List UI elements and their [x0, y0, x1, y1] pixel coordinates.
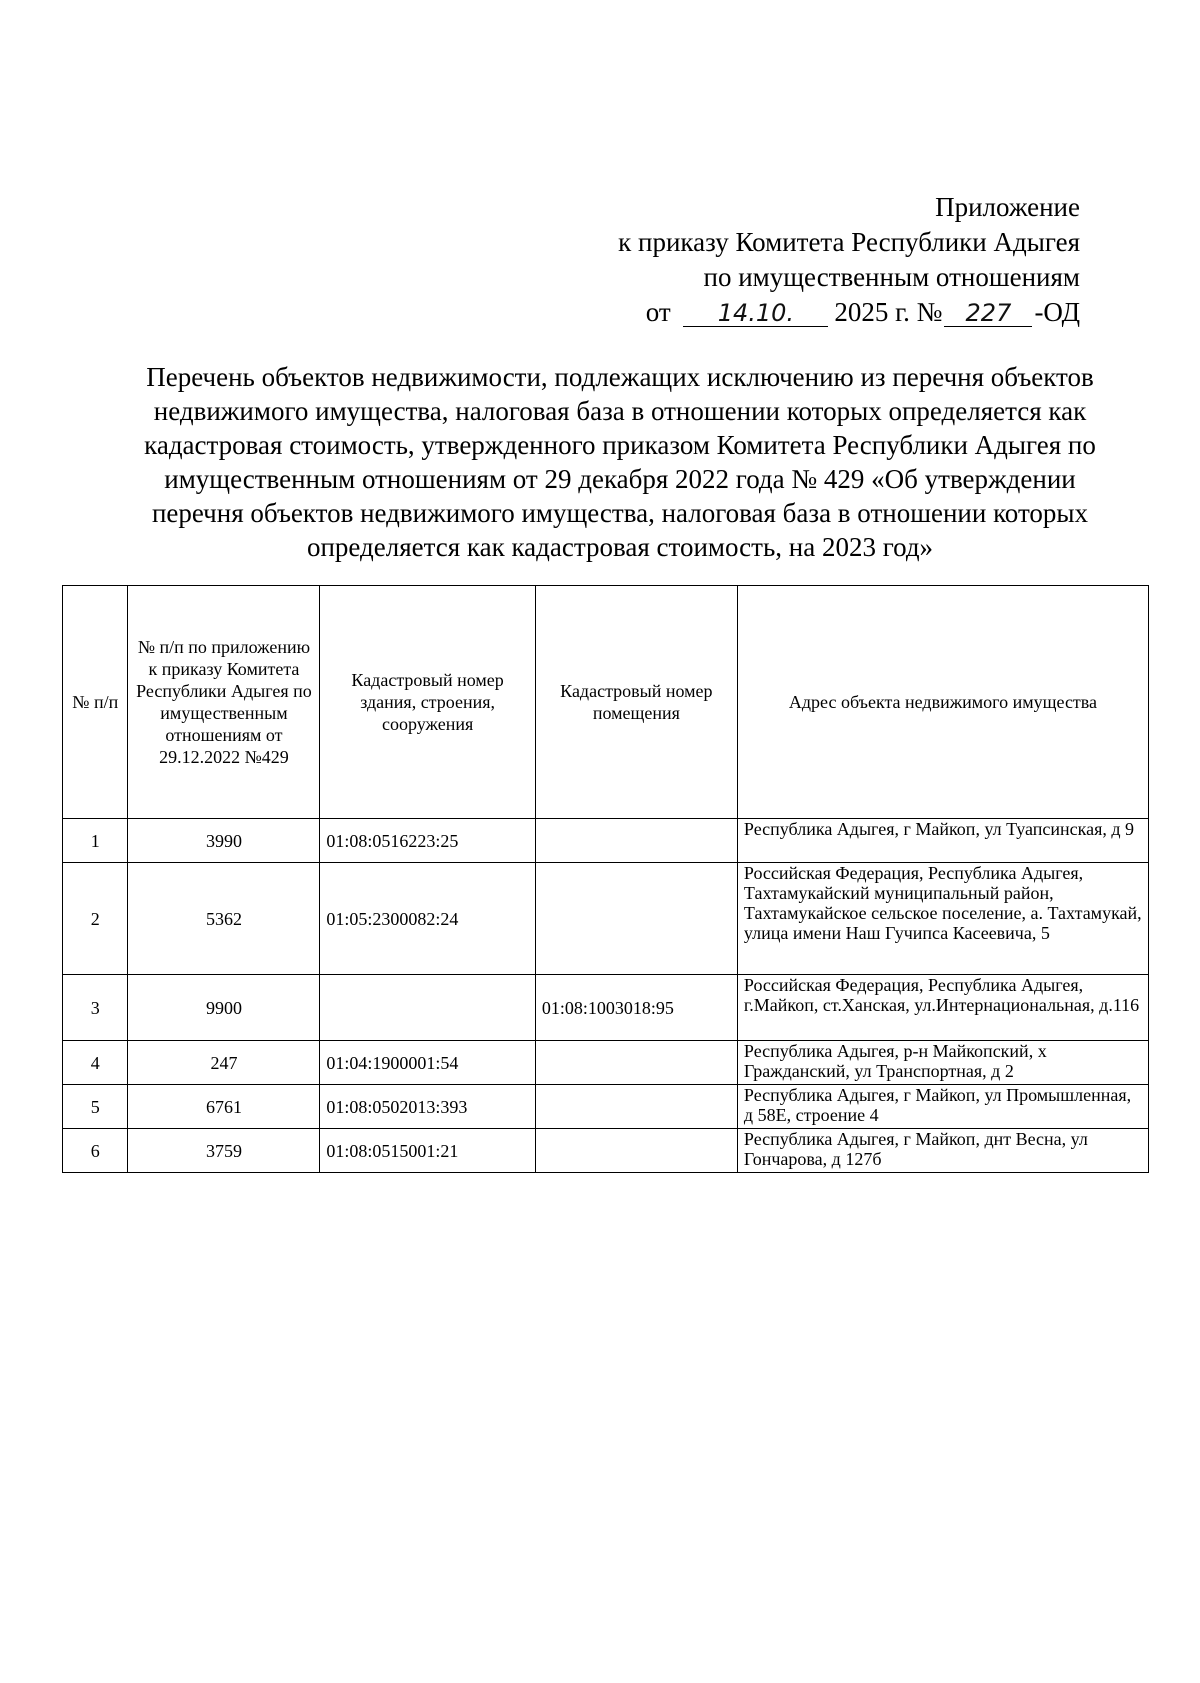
handwritten-date: 14.10. — [683, 300, 828, 327]
cell-building-cadastral: 01:08:0515001:21 — [320, 1129, 535, 1173]
order-reference: к приказу Комитета Республики Адыгея — [618, 227, 1080, 257]
table-row — [63, 1041, 1149, 1085]
cell-appendix-num: 3990 — [128, 819, 320, 863]
cell-num: 3 — [63, 975, 128, 1041]
cell-num: 2 — [63, 863, 128, 975]
cell-room-cadastral — [535, 863, 737, 975]
cell-address: Республика Адыгея, г Майкоп, ул Туапсинская, д 9 — [737, 819, 1148, 863]
title-line-4: имущественным отношениям от 29 декабря 2022 года № 429 «Об утверждении — [164, 464, 1076, 494]
cell-building-cadastral: 01:04:1900001:54 — [320, 1041, 535, 1085]
handwritten-order-number: 227 — [944, 300, 1032, 327]
cell-appendix-num: 3759 — [128, 1129, 320, 1173]
property-table — [62, 585, 1149, 1173]
order-reference-continued: по имущественным отношениям — [703, 262, 1080, 292]
cell-appendix-num: 9900 — [128, 975, 320, 1041]
table-row — [63, 1085, 1149, 1129]
cell-address: Республика Адыгея, р-н Майкопский, х Гражданский, ул Транспортная, д 2 — [737, 1041, 1148, 1085]
cell-num: 5 — [63, 1085, 128, 1129]
cell-room-cadastral: 01:08:1003018:95 — [535, 975, 737, 1041]
header-address: Адрес объекта недвижимого имущества — [737, 586, 1148, 819]
cell-num: 1 — [63, 819, 128, 863]
cell-room-cadastral — [535, 819, 737, 863]
cell-appendix-num: 5362 — [128, 863, 320, 975]
title-line-3: кадастровая стоимость, утвержденного приказом Комитета Республики Адыгея по — [144, 430, 1096, 460]
table-row — [63, 863, 1149, 975]
table-header-row — [63, 586, 1149, 819]
date-prefix: от — [645, 297, 671, 327]
cell-address: Российская Федерация, Республика Адыгея, г.Майкоп, ст.Ханская, ул.Интернациональная, д.116 — [737, 975, 1148, 1041]
appendix-header — [618, 190, 1080, 330]
cell-address: Республика Адыгея, г Майкоп, днт Весна, ул Гончарова, д 127б — [737, 1129, 1148, 1173]
order-date-number-line — [618, 295, 1080, 330]
cell-num: 6 — [63, 1129, 128, 1173]
cell-num: 4 — [63, 1041, 128, 1085]
cell-appendix-num: 247 — [128, 1041, 320, 1085]
title-line-1: Перечень объектов недвижимости, подлежащих исключению из перечня объектов — [146, 362, 1094, 392]
table-row — [63, 975, 1149, 1041]
cell-room-cadastral — [535, 1041, 737, 1085]
cell-appendix-num: 6761 — [128, 1085, 320, 1129]
title-line-2: недвижимого имущества, налоговая база в отношении которых определяется как — [153, 396, 1087, 426]
title-line-6: определяется как кадастровая стоимость, на 2023 год» — [306, 532, 934, 562]
header-appendix-num: № п/п по приложению к приказу Комитета Республики Адыгея по имущественным отношениям от 29.12.2022 №429 — [128, 586, 320, 819]
cell-building-cadastral: 01:05:2300082:24 — [320, 863, 535, 975]
table-row — [63, 1129, 1149, 1173]
cell-room-cadastral — [535, 1129, 737, 1173]
cell-building-cadastral: 01:08:0502013:393 — [320, 1085, 535, 1129]
cell-building-cadastral: 01:08:0516223:25 — [320, 819, 535, 863]
header-room-cadastral: Кадастровый номер помещения — [535, 586, 737, 819]
title-line-5: перечня объектов недвижимого имущества, налоговая база в отношении которых — [151, 498, 1089, 528]
cell-address: Республика Адыгея, г Майкоп, ул Промышленная, д 58Е, строение 4 — [737, 1085, 1148, 1129]
header-building-cadastral: Кадастровый номер здания, строения, сооружения — [320, 586, 535, 819]
header-num: № п/п — [63, 586, 128, 819]
date-suffix: 2025 г. № — [834, 297, 943, 327]
document-title — [120, 360, 1120, 564]
appendix-label: Приложение — [935, 192, 1080, 222]
table-row — [63, 819, 1149, 863]
number-suffix: -ОД — [1034, 297, 1080, 327]
cell-building-cadastral — [320, 975, 535, 1041]
cell-address: Российская Федерация, Республика Адыгея, Тахтамукайский муниципальный район, Тахтамукайское сельское поселение, а. Тахтамукай, улица имени Наш Гучипса Касеевича, 5 — [737, 863, 1148, 975]
cell-room-cadastral — [535, 1085, 737, 1129]
